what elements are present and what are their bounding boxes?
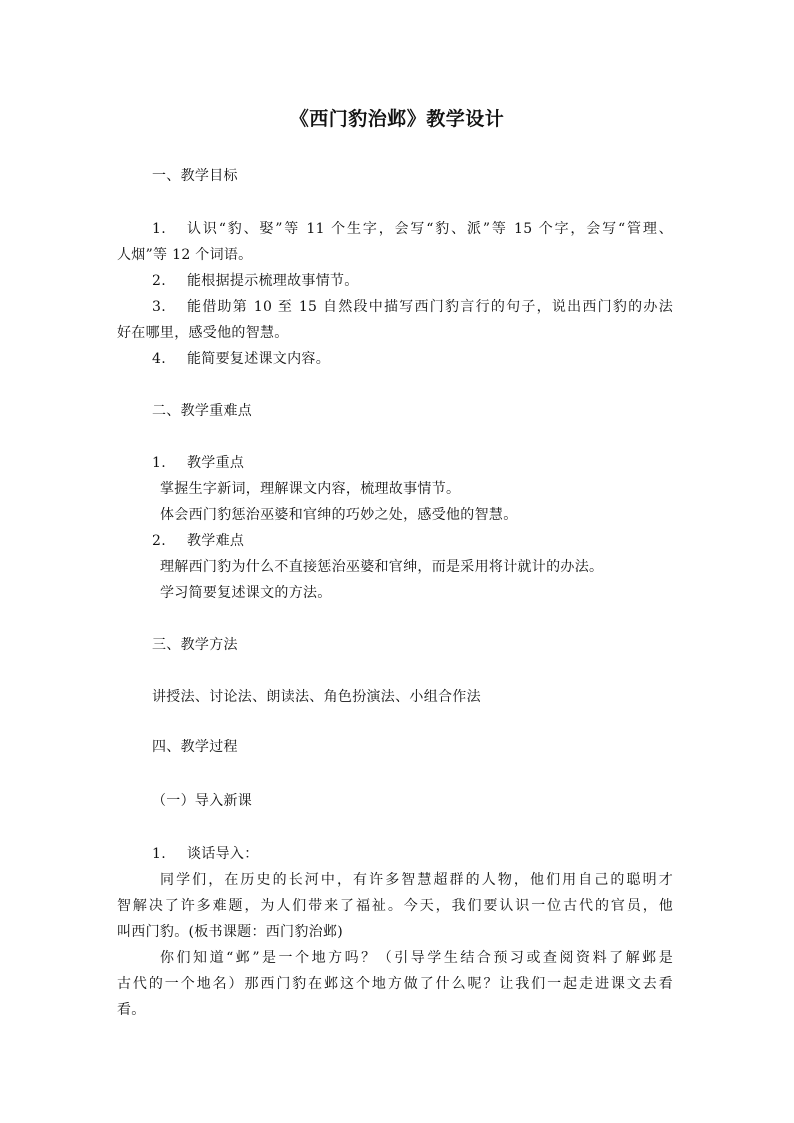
objective-1-number: 1.: [152, 221, 166, 237]
key-point-2-a: 理解西门豹为什么不直接惩治巫婆和官绅，而是采用将计就计的办法。: [160, 559, 604, 575]
objective-2-text: 能根据提示梳理故事情节。: [187, 273, 359, 289]
intro-paragraph-line-3: 叫西门豹。(板书课题：西门豹治邺): [117, 924, 344, 940]
methods-list: 讲授法、讨论法、朗读法、角色扮演法、小组合作法: [152, 689, 481, 705]
objective-4-number: 4.: [152, 351, 166, 367]
question-paragraph-line-2: 古代的一个地名）那西门豹在邺这个地方做了什么呢？让我们一起走进课文去看: [117, 976, 673, 992]
step-1-number: 1.: [152, 846, 166, 862]
objective-4-text: 能简要复述课文内容。: [187, 351, 330, 367]
document-title: 《西门豹治邺》教学设计: [289, 108, 505, 130]
key-point-2-title: 教学难点: [187, 533, 245, 549]
section-heading-methods: 三、教学方法: [152, 637, 238, 653]
step-1-title: 谈话导入：: [187, 846, 259, 862]
key-point-2-number: 2.: [152, 533, 166, 549]
intro-paragraph-line-2: 智解决了许多难题，为人们带来了福祉。今天，我们要认识一位古代的官员，他: [117, 898, 673, 914]
section-heading-key-points: 二、教学重难点: [152, 403, 253, 419]
key-point-1-title: 教学重点: [187, 455, 245, 471]
key-point-1-number: 1.: [152, 455, 166, 471]
process-part-1: （一）导入新课: [152, 793, 253, 809]
objective-3-number: 3.: [152, 299, 166, 315]
question-paragraph-line-1: 你们知道“邺”是一个地方吗？（引导学生结合预习或查阅资料了解邺是: [160, 950, 673, 966]
key-point-2-b: 学习简要复述课文的方法。: [160, 585, 332, 601]
objective-3-line-1: 能借助第 10 至 15 自然段中描写西门豹言行的句子，说出西门豹的办法: [187, 299, 673, 315]
objective-2-number: 2.: [152, 273, 166, 289]
section-heading-process: 四、教学过程: [152, 739, 238, 755]
key-point-1-b: 体会西门豹惩治巫婆和官绅的巧妙之处，感受他的智慧。: [160, 507, 518, 523]
question-paragraph-line-3: 看。: [117, 1002, 146, 1018]
objective-3-line-2: 好在哪里，感受他的智慧。: [117, 325, 289, 341]
intro-paragraph-line-1: 同学们，在历史的长河中，有许多智慧超群的人物，他们用自己的聪明才: [160, 872, 673, 888]
key-point-1-a: 掌握生字新词，理解课文内容，梳理故事情节。: [160, 481, 461, 497]
section-heading-objectives: 一、教学目标: [152, 168, 238, 184]
objective-1-line-1: 认识“豹、娶”等 11 个生字，会写“豹、派”等 15 个字，会写“管理、: [187, 221, 673, 237]
objective-1-line-2: 人烟”等 12 个词语。: [117, 247, 253, 263]
